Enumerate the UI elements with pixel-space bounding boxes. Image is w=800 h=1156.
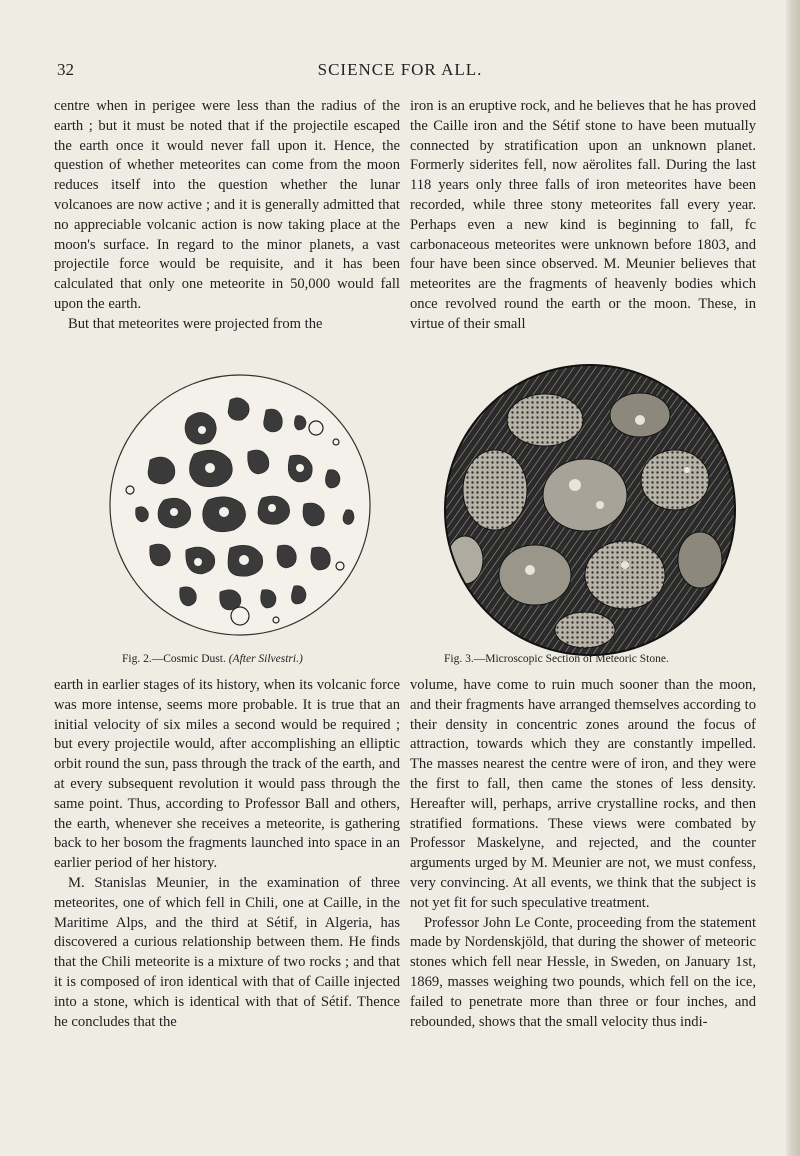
column-top-left [54,97,400,335]
paragraph: iron is an eruptive rock, and he believes that he has proved the Caille iron and the Sétif stone to have been mutually connected by stratification upon an unknown planet. Formerly siderites fell, now aërolites fall. During the last 118 years only three falls of iron meteorites have been recorded, while three stony meteorites fall every year. Perhaps even a new kind is beginning to fall, fc carbonaceous meteorites were unknown before 1803, and four have been since observed. M. Meunier believes that meteorites are the fragments of heavenly bodies which once revolved round the earth or the moon. These, in virtue of their small [410,98,756,332]
paragraph: But that meteorites were projected from the [68,315,323,332]
paragraph: centre when in perigee were less than the radius of the earth ; but it must be noted that if the projectile escaped the earth once it would never fall upon it. Hence, the question of whether meteorites can come from the moon reduces itself into the question whether the lunar volcanoes are now active ; and it is generally admitted that no appreciable volcanic action is now taking place at the moon's surface. In regard to the minor planets, a vast projectile force would be requisite, and it has been calculated that only one meteorite in 50,000 would fall upon the earth. [54,98,400,312]
column-top-right [410,97,756,335]
page-header [0,60,800,84]
column-bottom-right [410,676,756,1032]
running-title: SCIENCE FOR ALL. [317,60,483,79]
column-bottom-left [54,676,400,1032]
paragraph: Professor John Le Conte, proceeding from the statement made by Nordenskjöld, that during the shower of meteoric stones which fell near Hessle, in Sweden, on January 1st, 1869, masses weighing two pounds, which fell on the ice, failed to penetrate more than three or four inches, and rebounded, shows that the small velocity thus indi- [410,914,756,1030]
figure-meteoric-stone-section [425,360,755,660]
figure-cosmic-dust [90,370,390,640]
paragraph: M. Stanislas Meunier, in the examination of three meteorites, one of which fell in Chili, one at Caille, in the Maritime Alps, and the third at Sétif, in Algeria, has discovered a curious relationship between them. He finds that the Chili meteorite is a mixture of two rocks ; and that it is composed of iron identical with that of Caille injected into a stone, which is identical with that of Sétif. Thence he concludes that the [54,874,400,1030]
figure-2-caption [122,653,303,665]
caption-text: Fig. 3.—Microscopic Section of Meteoric Stone. [444,653,669,665]
page-number: 32 [57,60,74,79]
paragraph: volume, have come to ruin much sooner than the moon, and their fragments have arranged themselves according to their density in concentric zones around the focus of attraction, towards which they are constantly impelled. The masses nearest the centre were of iron, and they were the first to fall, then came the stones of less density. Hereafter will, perhaps, arrive crystalline rocks, and then stratified formations. These views were combated by Professor Maskelyne, and rejected, and the counter arguments urged by M. Meunier are not, we must confess, very convincing. At all events, we think that the subject is not yet fit for such speculative treatment. [410,677,756,911]
caption-credit: (After Silvestri.) [228,653,303,665]
figure-3-caption [444,653,669,665]
caption-text: Fig. 2.—Cosmic Dust. [122,653,226,665]
paragraph: earth in earlier stages of its history, when its volcanic force was more intense, seems more probable. It is true that an initial velocity of six miles a second would be required ; but every projectile would, after accomplishing an elliptic orbit round the sun, pass through the track of the earth, and at every subsequent revolution it would pass through the same point. Thus, according to Professor Ball and others, the earth, whenever she receives a meteorite, is gathering back to her bosom the fragments launched into space in an earlier period of her history. [54,677,400,872]
page-edge [786,0,800,1156]
